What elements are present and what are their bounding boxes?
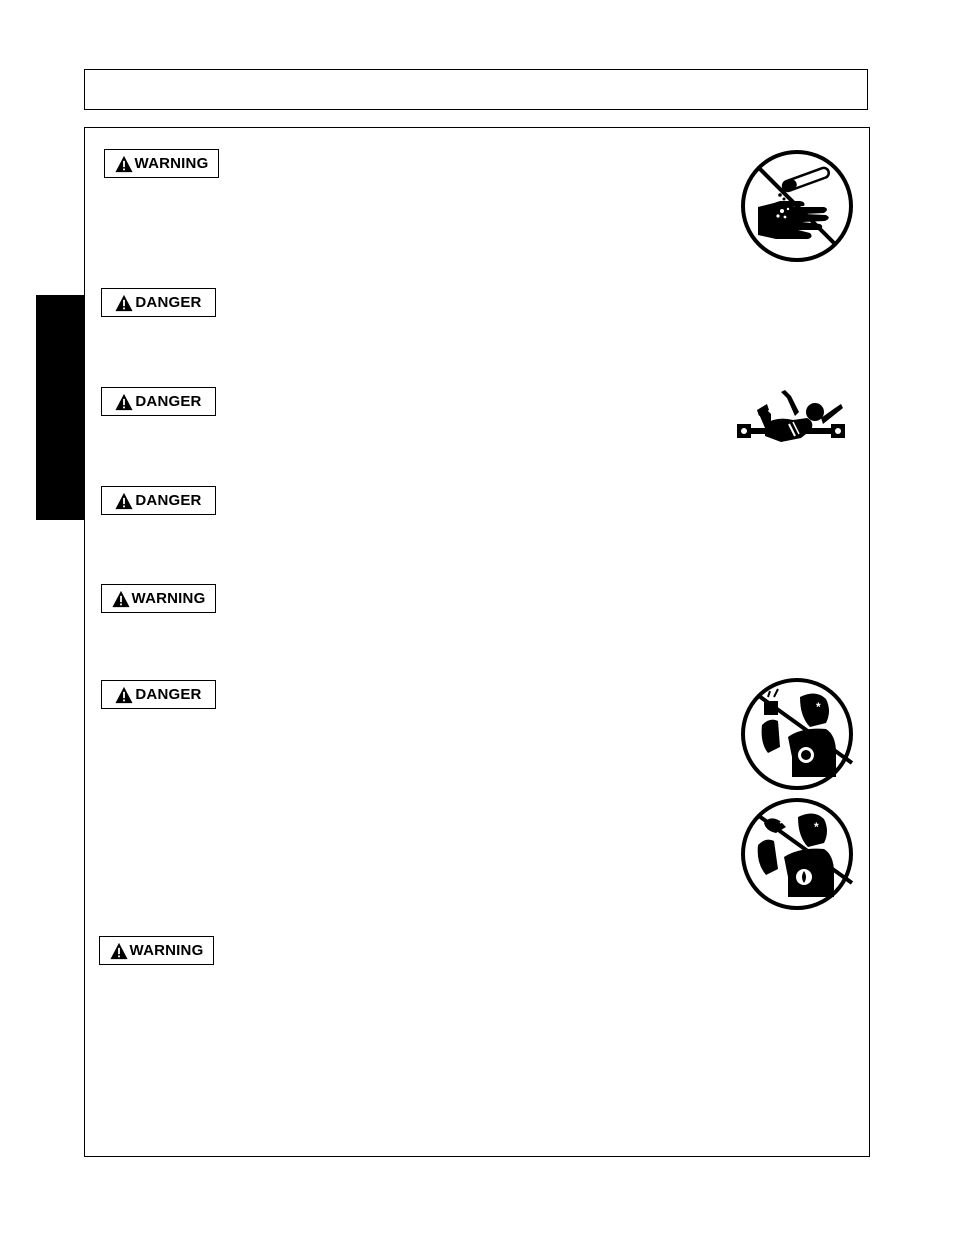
warning-label-3 [99,936,214,965]
warning-label-text: WARNING [134,155,209,172]
danger-label-text: DANGER [135,393,202,410]
svg-text:*: * [816,700,821,714]
warning-label-2 [101,584,216,613]
danger-label-text: DANGER [135,294,202,311]
warning-triangle-icon [110,942,128,960]
warning-triangle-icon [115,492,133,510]
safety-content-box [84,127,870,1157]
svg-text:*: * [814,820,819,834]
danger-label-4 [101,680,216,709]
page-header-box [84,69,868,110]
warning-triangle-icon [112,590,130,608]
warning-triangle-icon [115,155,133,173]
no-sparks-battery-icon [740,677,854,791]
danger-label-text: DANGER [135,686,202,703]
warning-label-1 [104,149,219,178]
warning-triangle-icon [115,393,133,411]
warning-label-text: WARNING [129,942,204,959]
no-flame-battery-icon [740,797,854,911]
no-acid-contact-icon [740,149,854,263]
danger-label-3 [101,486,216,515]
danger-label-2 [101,387,216,416]
warning-triangle-icon [115,686,133,704]
warning-triangle-icon [115,294,133,312]
danger-label-1 [101,288,216,317]
danger-label-text: DANGER [135,492,202,509]
warning-label-text: WARNING [131,590,206,607]
driveline-entanglement-icon [735,388,847,448]
section-side-tab [36,295,84,520]
